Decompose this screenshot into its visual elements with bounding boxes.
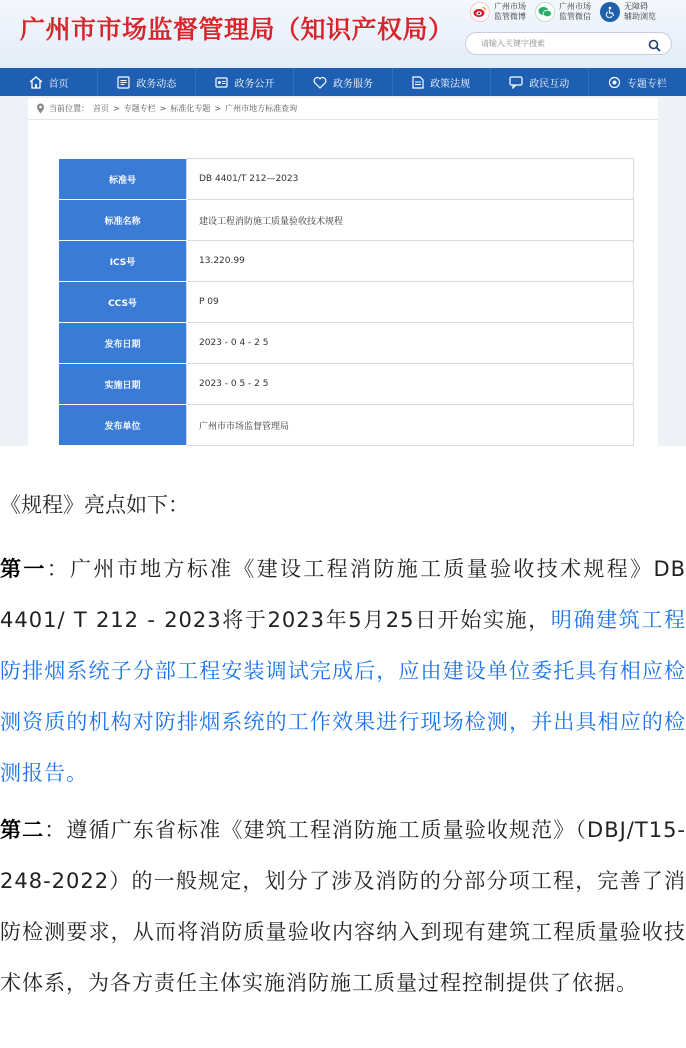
paragraph-colon: ： bbox=[44, 818, 67, 842]
nav-item-news[interactable] bbox=[98, 68, 196, 96]
row-label: CCS号 bbox=[59, 282, 187, 323]
article-intro: 《规程》亮点如下： bbox=[0, 493, 189, 517]
weibo-link-line1: 广州市场 bbox=[494, 2, 526, 11]
main-nav bbox=[0, 68, 686, 96]
weibo-link-line2: 监管微博 bbox=[494, 12, 526, 21]
table-row bbox=[59, 241, 634, 282]
nav-item-interact[interactable] bbox=[491, 68, 589, 96]
nav-item-home[interactable] bbox=[0, 68, 98, 96]
accessibility-link[interactable] bbox=[600, 2, 658, 22]
search-icon[interactable] bbox=[648, 37, 661, 56]
breadcrumb-prefix: 当前位置： bbox=[49, 104, 89, 113]
nav-item-label: 政务公开 bbox=[234, 78, 275, 90]
row-value: 广州市市场监督管理局 bbox=[187, 405, 634, 446]
row-value: 建设工程消防施工质量验收技术规程 bbox=[187, 200, 634, 241]
service-icon bbox=[313, 76, 327, 89]
row-label: 发布日期 bbox=[59, 323, 187, 364]
news-icon bbox=[117, 76, 130, 89]
row-label: ICS号 bbox=[59, 241, 187, 282]
wechat-icon bbox=[535, 2, 555, 22]
row-value: 2023 - 0 4 - 2 5 bbox=[187, 323, 634, 364]
breadcrumb-item[interactable]: 首页 bbox=[93, 104, 109, 113]
row-value: DB 4401/T 212—2023 bbox=[187, 159, 634, 200]
nav-item-label: 首页 bbox=[48, 78, 69, 90]
paragraph-lead: 第二 bbox=[0, 818, 45, 842]
content-panel bbox=[28, 120, 658, 446]
embedded-screenshot bbox=[0, 0, 686, 446]
breadcrumb-sep: > bbox=[159, 104, 167, 113]
row-value: P 09 bbox=[187, 282, 634, 323]
breadcrumb-item[interactable]: 广州市地方标准查询 bbox=[225, 104, 298, 113]
paragraph-text: 广州市地方标准《建设工程消防施工质量验收技术规程》DB 4401/ T 212 - 2023将于2023年5月25日开始实施， bbox=[0, 557, 686, 632]
article-paragraph-2 bbox=[0, 805, 686, 1009]
home-icon bbox=[29, 76, 43, 89]
table-row bbox=[59, 200, 634, 241]
table-row bbox=[59, 405, 634, 446]
nav-item-label: 政策法规 bbox=[430, 78, 471, 90]
accessibility-icon bbox=[600, 2, 620, 22]
paragraph-highlight: 明确建筑工程防排烟系统子分部工程安装调试完成后，应由建设单位委托具有相应检测资质的机构对防排烟系统的工作效果进行现场检测，并出具相应的检测报告。 bbox=[0, 608, 686, 785]
accessibility-link-line2: 辅助浏览 bbox=[624, 12, 656, 21]
table-row bbox=[59, 323, 634, 364]
paragraph-colon: ： bbox=[46, 557, 71, 581]
location-pin-icon bbox=[36, 103, 45, 114]
breadcrumb-item[interactable]: 标准化专题 bbox=[170, 104, 211, 113]
site-title: 广州市市场监督管理局（知识产权局） bbox=[20, 15, 454, 44]
table-row bbox=[59, 282, 634, 323]
search-box[interactable] bbox=[465, 32, 672, 55]
site-header bbox=[0, 0, 686, 68]
open-icon bbox=[215, 76, 228, 89]
wechat-link[interactable] bbox=[535, 2, 593, 22]
interact-icon bbox=[509, 76, 523, 89]
wechat-link-line2: 监管微信 bbox=[559, 12, 591, 21]
weibo-link[interactable] bbox=[470, 2, 528, 22]
nav-item-label: 政务服务 bbox=[332, 78, 373, 90]
search-input[interactable]: 请输入关键字搜索 bbox=[481, 39, 545, 48]
nav-item-policy[interactable] bbox=[393, 68, 491, 96]
breadcrumb-item[interactable]: 专题专栏 bbox=[123, 104, 156, 113]
accessibility-link-line1: 无障碍 bbox=[624, 2, 648, 11]
breadcrumb-sep: > bbox=[214, 104, 222, 113]
nav-item-service[interactable] bbox=[294, 68, 392, 96]
breadcrumb bbox=[28, 98, 658, 120]
nav-item-label: 政务动态 bbox=[136, 78, 177, 90]
row-label: 发布单位 bbox=[59, 405, 187, 446]
policy-icon bbox=[412, 76, 424, 89]
standard-info-table bbox=[58, 158, 634, 446]
table-row bbox=[59, 364, 634, 405]
article-paragraph-1 bbox=[0, 544, 686, 799]
topic-icon bbox=[608, 76, 621, 89]
paragraph-lead: 第一 bbox=[0, 557, 47, 581]
table-row bbox=[59, 159, 634, 200]
nav-item-label: 专题专栏 bbox=[626, 78, 667, 90]
row-value: 13.220.99 bbox=[187, 241, 634, 282]
wechat-link-line1: 广州市场 bbox=[559, 2, 591, 11]
nav-item-label: 政民互动 bbox=[529, 78, 570, 90]
nav-item-topic[interactable] bbox=[589, 68, 686, 96]
weibo-icon bbox=[470, 2, 490, 22]
paragraph-text: 遵循广东省标准《建筑工程消防施工质量验收规范》（DBJ/T15-248-2022）的一般规定，划分了涉及消防的分部分项工程，完善了消防检测要求，从而将消防质量验收内容纳入到现有建筑工程质量验收技术体系，为各方责任主体实施消防施工质量过程控制提供了依据。 bbox=[0, 818, 686, 995]
row-label: 标准号 bbox=[59, 159, 187, 200]
row-value: 2023 - 0 5 - 2 5 bbox=[187, 364, 634, 405]
nav-item-open[interactable] bbox=[196, 68, 294, 96]
breadcrumb-sep: > bbox=[113, 104, 120, 113]
row-label: 实施日期 bbox=[59, 364, 187, 405]
row-label: 标准名称 bbox=[59, 200, 187, 241]
